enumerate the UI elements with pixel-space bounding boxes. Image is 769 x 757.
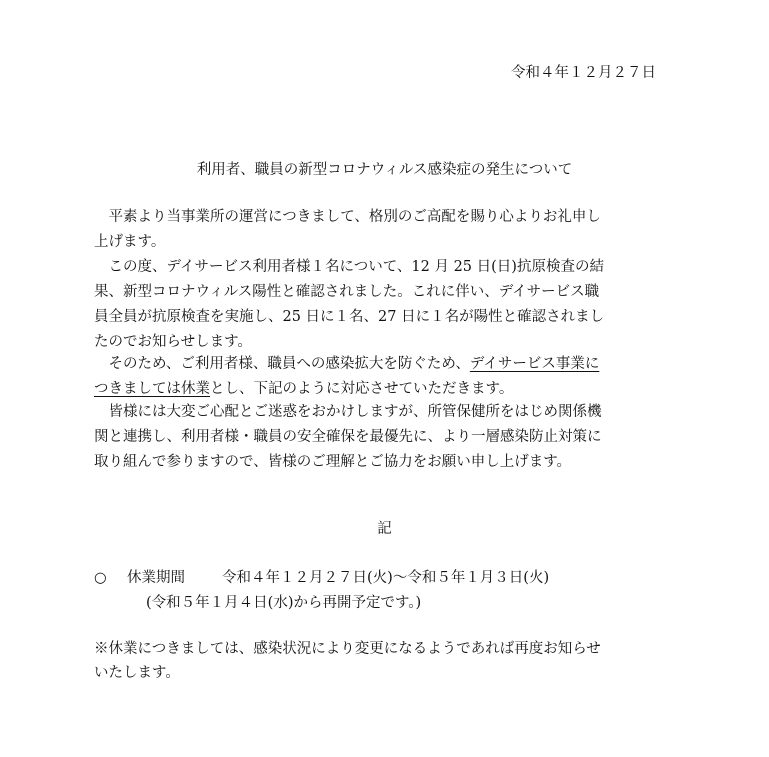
closure-bullet: ○ bbox=[94, 570, 107, 586]
notes-heading: 記 bbox=[377, 521, 392, 537]
paragraph-outbreak-line-1: この度、デイサービス利用者様１名について、12 月 25 日(日)抗原検査の結 bbox=[94, 259, 604, 275]
paragraph-greeting-line-1: 平素より当事業所の運営につきまして、格別のご高配を賜り心よりお礼申し bbox=[94, 209, 601, 225]
paragraph-greeting-line-2: 上げます。 bbox=[94, 234, 166, 250]
note-line-2: いたします。 bbox=[94, 665, 180, 681]
reopen-note: (令和５年１月４日(水)から再開予定です。) bbox=[146, 595, 422, 611]
paragraph-apology-line-3: 取り組んで参りますので、皆様のご理解とご協力をお願い申し上げます。 bbox=[94, 454, 572, 470]
document-title: 利用者、職員の新型コロナウィルス感染症の発生について bbox=[196, 162, 573, 178]
paragraph-outbreak-line-4: たのでお知らせします。 bbox=[94, 334, 252, 350]
paragraph-apology-line-1: 皆様には大変ご心配とご迷惑をおかけしますが、所管保健所をはじめ関係機 bbox=[94, 404, 602, 420]
document-date: 令和４年１２月２７日 bbox=[511, 65, 656, 81]
note-line-1: ※休業につきましては、感染状況により変更になるようであれば再度お知らせ bbox=[94, 641, 601, 657]
paragraph-closure-line-2 bbox=[94, 377, 513, 401]
closure-label: 休業期間 bbox=[127, 570, 185, 586]
closure-underlined-text: つきましては休業 bbox=[94, 381, 210, 397]
closure-text: そのため、ご利用者様、職員への感染拡大を防ぐため、 bbox=[94, 356, 470, 372]
closure-underlined-text: デイサービス事業に bbox=[469, 356, 600, 372]
closure-period: 令和４年１２月２７日(火)～令和５年１月３日(火) bbox=[222, 570, 550, 586]
paragraph-outbreak-line-2: 果、新型コロナウィルス陽性と確認されました。これに伴い、デイサービス職 bbox=[94, 284, 600, 300]
paragraph-apology-line-2: 関と連携し、利用者様・職員の安全確保を最優先に、より一層感染防止対策に bbox=[94, 429, 602, 445]
paragraph-outbreak-line-3: 員全員が抗原検査を実施し、25 日に１名、27 日に１名が陽性と確認されまし bbox=[94, 309, 605, 325]
paragraph-closure-line-1 bbox=[94, 352, 599, 376]
closure-text: とし、下記のように対応させていただきます。 bbox=[210, 381, 514, 397]
